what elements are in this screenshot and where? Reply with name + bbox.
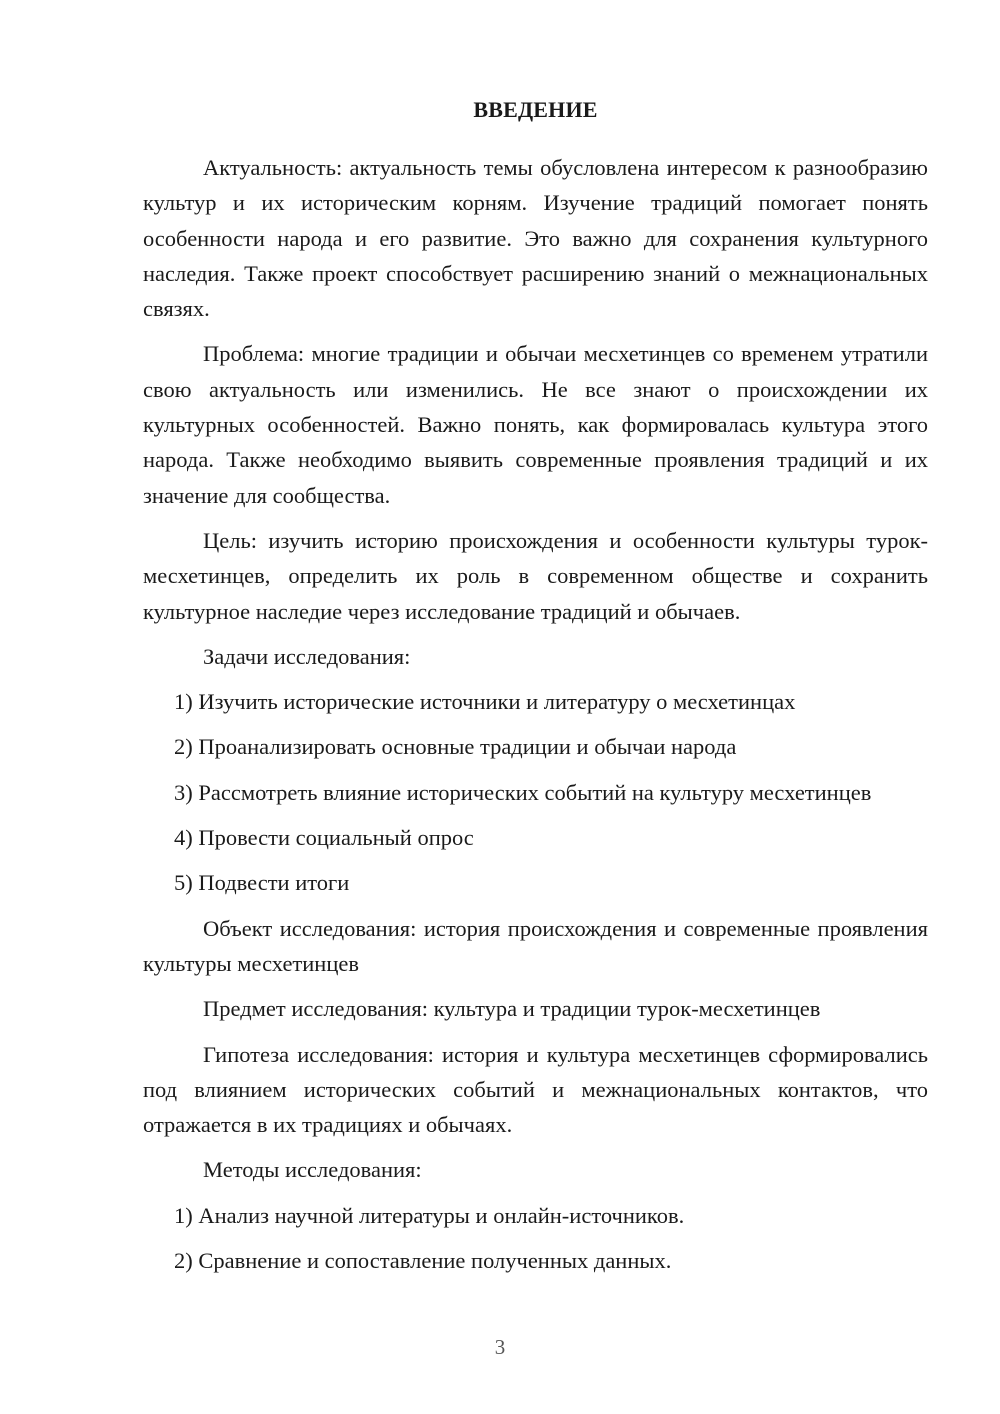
document-page [143,92,928,1288]
task-item: 2) Проанализировать основные традиции и обычаи народа [174,734,737,760]
task-item: 1) Изучить исторические источники и литературу о месхетинцах [174,689,796,715]
page-number: 3 [494,1335,506,1359]
task-item: 4) Провести социальный опрос [174,825,474,851]
goal-paragraph: Цель: изучить историю происхождения и особенности культуры турок-месхетинцев, определить их роль в современном обществе и сохранить культурное наследие через исследование традиций и обычаев. [143,527,928,624]
hypothesis-paragraph: Гипотеза исследования: история и культура месхетинцев сформировались под влиянием исторических событий и межнациональных контактов, что отражается в их традициях и обычаях. [143,1041,928,1138]
methods-heading: Методы исследования: [203,1157,422,1183]
method-item: 2) Сравнение и сопоставление полученных данных. [174,1248,672,1274]
section-title: ВВЕДЕНИЕ [473,97,598,122]
tasks-heading: Задачи исследования: [203,643,411,669]
task-item: 3) Рассмотреть влияние исторических событий на культуру месхетинцев [174,779,872,805]
subject-paragraph: Предмет исследования: культура и традиции турок-месхетинцев [203,996,821,1022]
method-item: 1) Анализ научной литературы и онлайн-источников. [174,1202,685,1228]
relevance-paragraph: Актуальность: актуальность темы обусловлена интересом к разнообразию культур и их историческим корням. Изучение традиций помогает понять особенности народа и его развитие. Это важно для сохранения культурного наследия. Также проект способствует расширению знаний о межнациональных связях. [143,155,928,322]
task-item: 5) Подвести итоги [174,870,350,896]
problem-paragraph: Проблема: многие традиции и обычаи месхетинцев со временем утратили свою актуальность или изменились. Не все знают о происхождении их культурных особенностей. Важно понять, как формировалась культура этого народа. Также необходимо выявить современные проявления традиций и их значение для сообщества. [143,341,928,508]
object-paragraph: Объект исследования: история происхождения и современные проявления культуры месхетинцев [143,915,928,976]
